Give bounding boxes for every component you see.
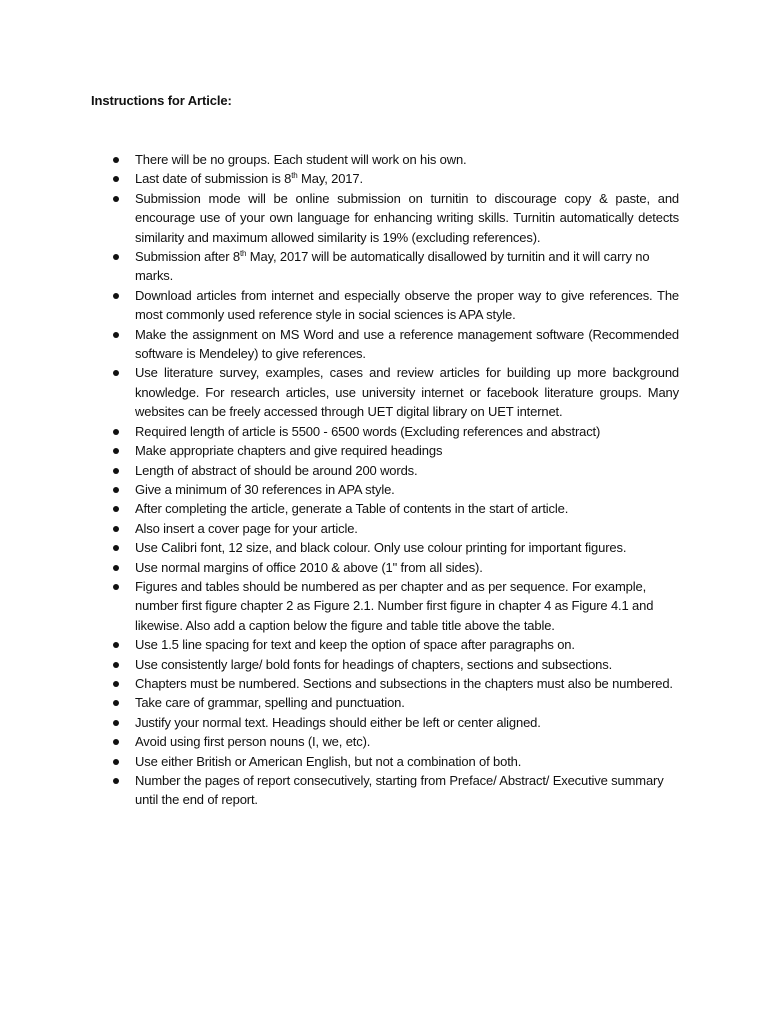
list-item-text: Give a minimum of 30 references in APA style. bbox=[135, 481, 395, 497]
list-item bbox=[113, 286, 679, 325]
list-item-text: Use either British or American English, but not a combination of both. bbox=[135, 753, 522, 769]
list-item bbox=[113, 577, 679, 635]
bullet-icon bbox=[113, 565, 119, 571]
bullet-icon bbox=[113, 720, 119, 726]
bullet-icon bbox=[113, 293, 119, 299]
list-item-text: Figures and tables should be numbered as per chapter and as per sequence. For example, number first figure chapter 2 as Figure 2.1. Number first figure in chapter 4 as Figure 4.1 and likewise. Also add a caption below the figure and table title above the table. bbox=[135, 578, 654, 633]
ordinal-suffix: th bbox=[291, 171, 298, 181]
list-item-text: Use normal margins of office 2010 & above (1" from all sides). bbox=[135, 559, 483, 575]
list-item bbox=[113, 325, 679, 364]
list-item-text: Submission mode will be online submission on turnitin to discourage copy & paste, and encourage use of your own language for enhancing writing skills. Turnitin automatically detects similarity and maximum allowed similarity is 19% (excluding references). bbox=[135, 190, 679, 245]
list-item bbox=[113, 499, 679, 518]
bullet-icon bbox=[113, 778, 119, 784]
bullet-icon bbox=[113, 429, 119, 435]
list-item bbox=[113, 150, 679, 169]
list-item-text: Make appropriate chapters and give required headings bbox=[135, 443, 443, 459]
list-item-text: Use Calibri font, 12 size, and black colour. Only use colour printing for important figures. bbox=[135, 540, 627, 556]
list-item bbox=[113, 441, 679, 460]
bullet-icon bbox=[113, 487, 119, 493]
instructions-list bbox=[113, 150, 679, 810]
bullet-icon bbox=[113, 157, 119, 163]
list-item bbox=[113, 674, 679, 693]
list-item-text: Chapters must be numbered. Sections and subsections in the chapters must also be numbered. bbox=[135, 675, 673, 691]
list-item-text: After completing the article, generate a Table of contents in the start of article. bbox=[135, 501, 569, 517]
list-item bbox=[113, 519, 679, 538]
list-item-text-after: May, 2017 will be automatically disallowed by turnitin and it will carry no marks. bbox=[135, 249, 650, 284]
bullet-icon bbox=[113, 254, 119, 260]
bullet-icon bbox=[113, 700, 119, 706]
list-item-text: Use 1.5 line spacing for text and keep the option of space after paragraphs on. bbox=[135, 637, 575, 653]
list-item bbox=[113, 538, 679, 557]
bullet-icon bbox=[113, 584, 119, 590]
list-item-text: Take care of grammar, spelling and punctuation. bbox=[135, 695, 405, 711]
list-item bbox=[113, 655, 679, 674]
list-item bbox=[113, 752, 679, 771]
bullet-icon bbox=[113, 662, 119, 668]
list-item-text: Make the assignment on MS Word and use a reference management software (Recommended software is Mendeley) to give references. bbox=[135, 326, 679, 362]
bullet-icon bbox=[113, 196, 119, 202]
bullet-icon bbox=[113, 526, 119, 532]
list-item bbox=[113, 169, 679, 188]
list-item-text: Download articles from internet and especially observe the proper way to give references. The most commonly used reference style in social sciences is APA style. bbox=[135, 287, 679, 323]
list-item-text: There will be no groups. Each student will work on his own. bbox=[135, 152, 467, 167]
bullet-icon bbox=[113, 332, 119, 338]
bullet-icon bbox=[113, 370, 119, 376]
list-item-text: Use consistently large/ bold fonts for headings of chapters, sections and subsections. bbox=[135, 656, 613, 672]
list-item-text: Also insert a cover page for your article. bbox=[135, 520, 358, 536]
bullet-icon bbox=[113, 448, 119, 454]
bullet-icon bbox=[113, 506, 119, 512]
list-item-text: Justify your normal text. Headings should either be left or center aligned. bbox=[135, 714, 541, 730]
bullet-icon bbox=[113, 681, 119, 687]
bullet-icon bbox=[113, 545, 119, 551]
bullet-icon bbox=[113, 759, 119, 765]
list-item bbox=[113, 189, 679, 247]
bullet-icon bbox=[113, 176, 119, 182]
list-item-text-before: Last date of submission is 8 bbox=[135, 171, 292, 187]
list-item-text-after: May, 2017. bbox=[297, 171, 363, 187]
ordinal-suffix: th bbox=[239, 249, 247, 259]
list-item bbox=[113, 558, 679, 577]
list-item bbox=[113, 461, 679, 480]
list-item-text: Required length of article is 5500 - 6500 words (Excluding references and abstract) bbox=[135, 423, 601, 439]
list-item bbox=[113, 713, 679, 732]
list-item bbox=[113, 732, 679, 751]
list-item bbox=[113, 693, 679, 712]
list-item bbox=[113, 422, 679, 441]
list-item-text-before: Submission after 8 bbox=[135, 249, 240, 265]
list-item-text: Number the pages of report consecutively, starting from Preface/ Abstract/ Executive summary until the end of report. bbox=[135, 773, 664, 808]
document-title: Instructions for Article: bbox=[91, 93, 232, 108]
list-item bbox=[113, 363, 679, 421]
list-item bbox=[113, 247, 679, 286]
list-item-text: Avoid using first person nouns (I, we, etc). bbox=[135, 734, 371, 750]
bullet-icon bbox=[113, 642, 119, 648]
list-item bbox=[113, 480, 679, 499]
list-item-text: Length of abstract of should be around 200 words. bbox=[135, 462, 418, 478]
list-item-text: Use literature survey, examples, cases and review articles for building up more background knowledge. For research articles, use university internet or facebook literature groups. Many websites can be freely accessed through UET digital library on UET internet. bbox=[135, 365, 679, 420]
bullet-icon bbox=[113, 739, 119, 745]
bullet-icon bbox=[113, 468, 119, 474]
list-item bbox=[113, 771, 679, 810]
list-item bbox=[113, 635, 679, 654]
